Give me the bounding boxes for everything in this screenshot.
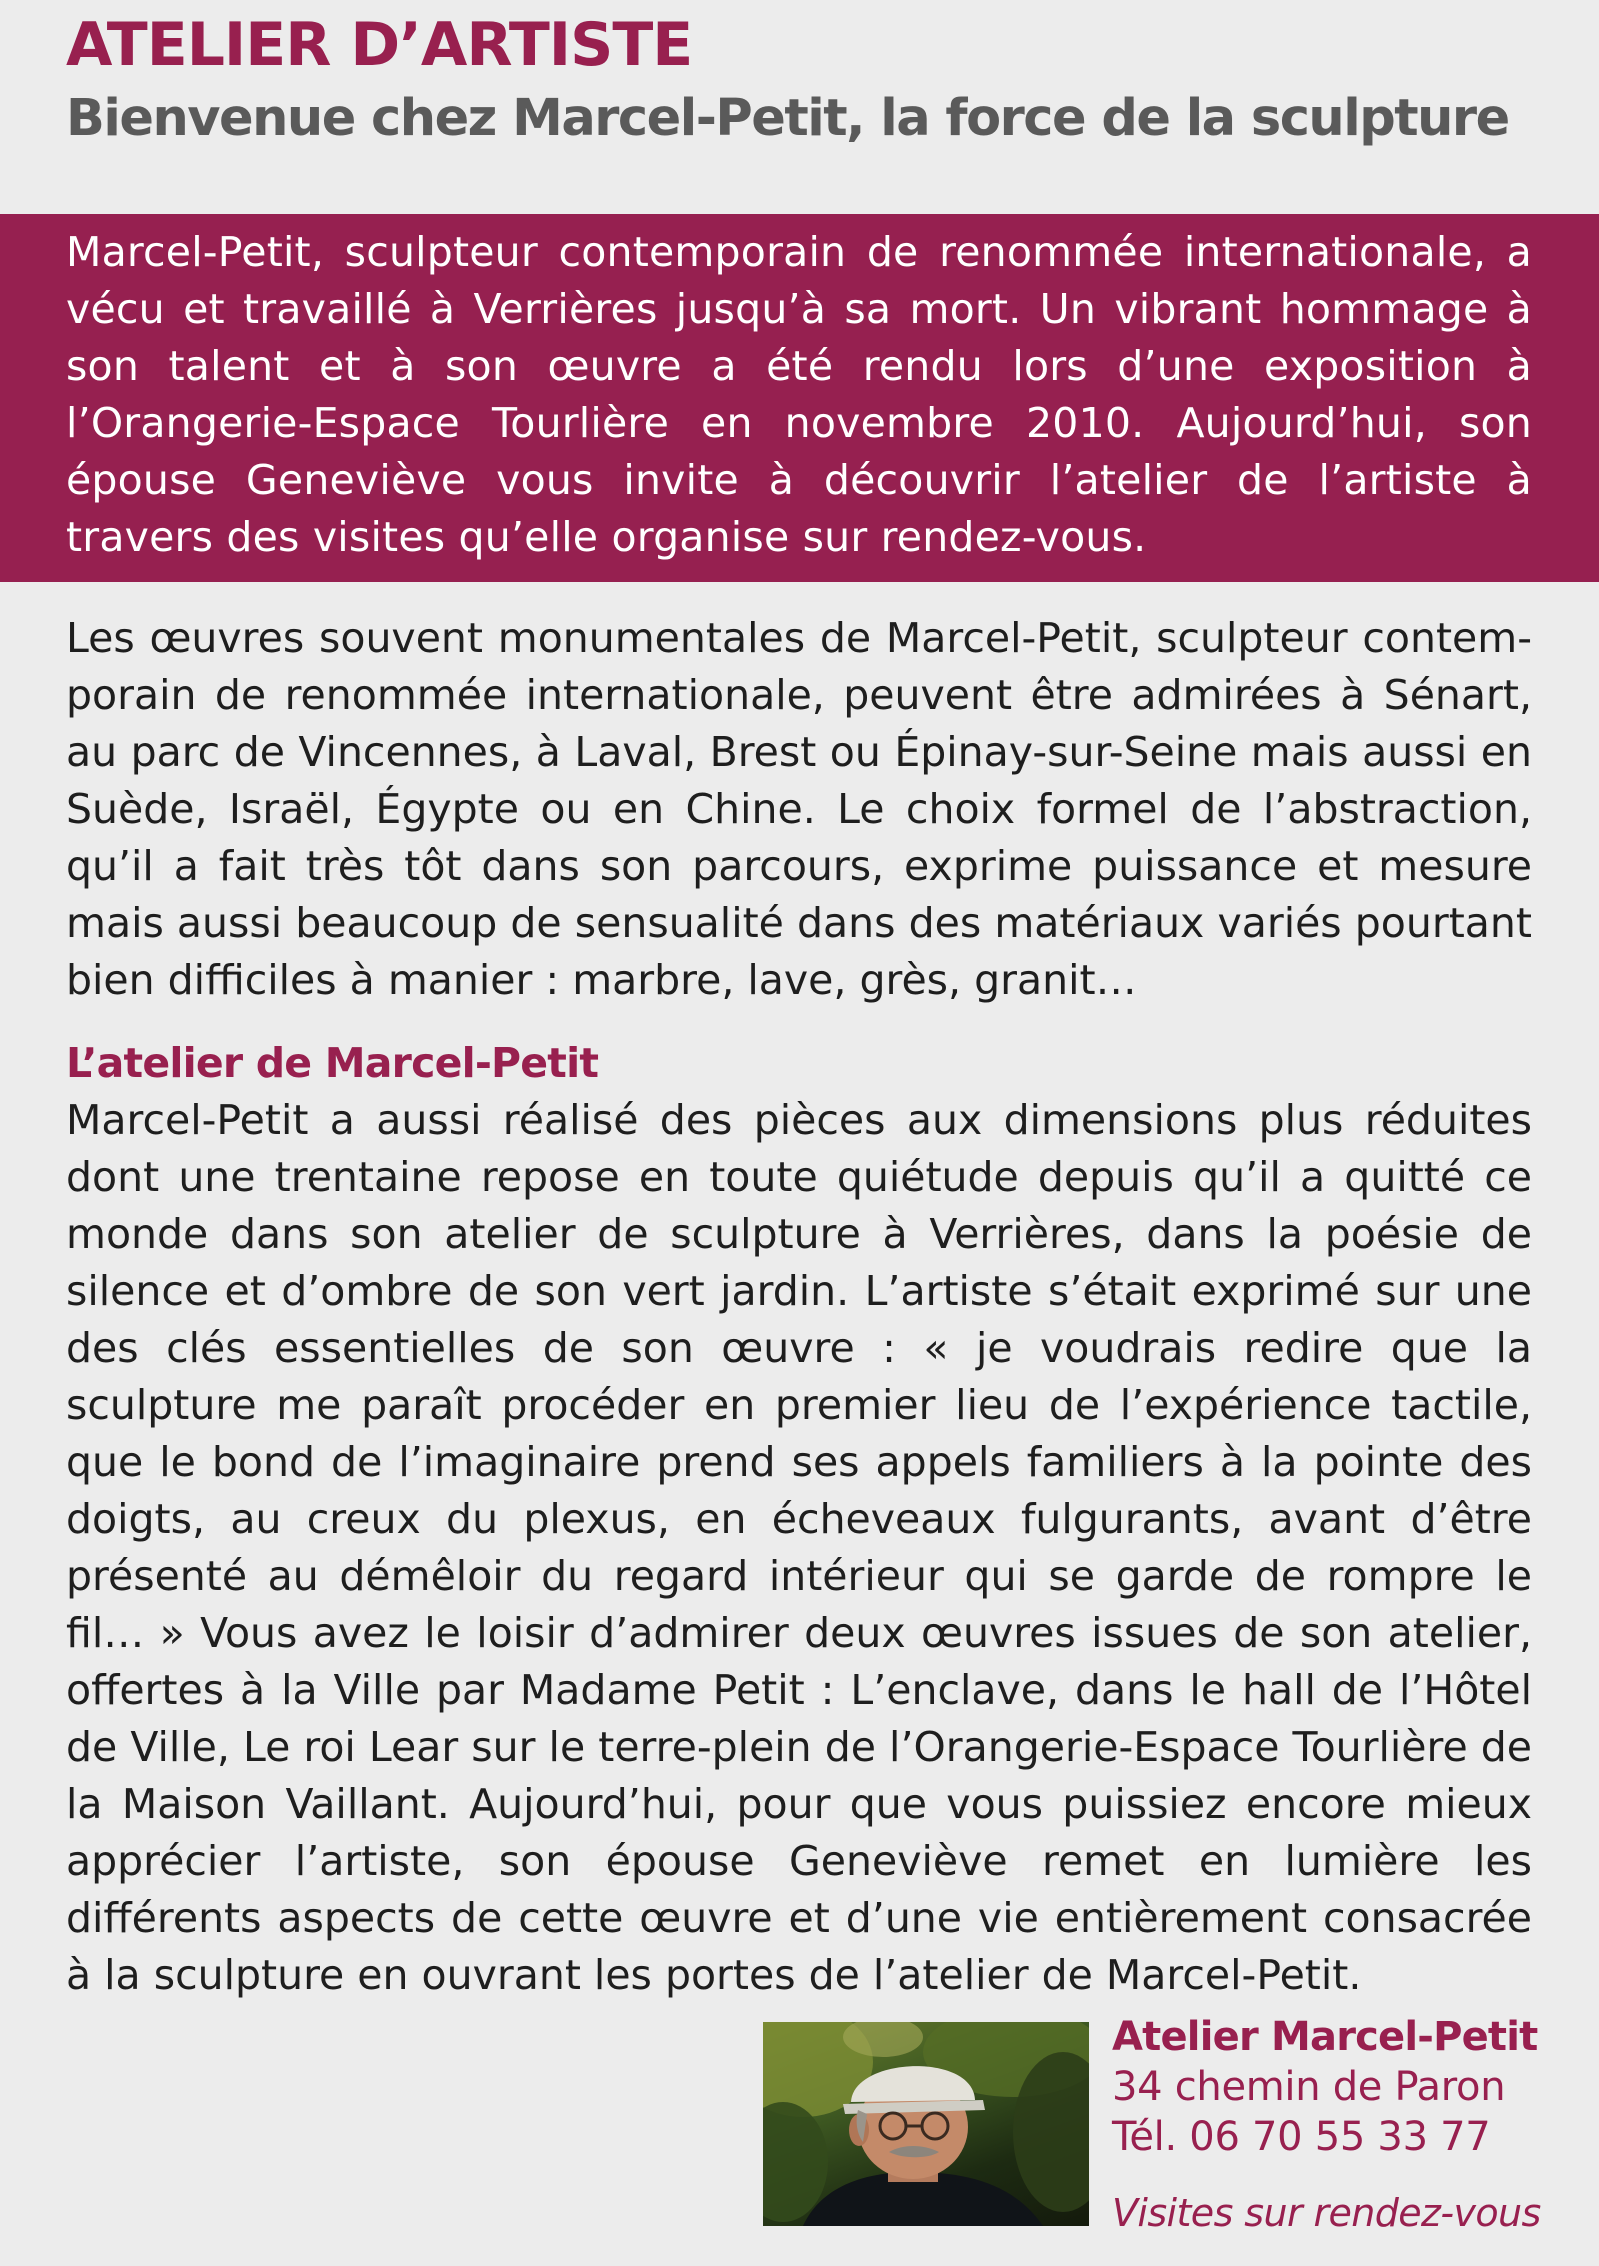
article-paragraph-1: Les œuvres souvent monumentales de Marcel-Petit, sculpteur contemporain de renommée internationale, peuvent être admirées à Sénart, au parc de Vincennes, à Laval, Brest ou Épinay-sur-Seine mais aussi en Suède, Israël, Égypte ou en Chine. Le choix formel de l’abstraction, qu’il a fait très tôt dans son parcours, exprime puissance et mesure mais aussi beaucoup de sensualité dans des matériaux variés pourtant bien difficiles à manier : marbre, lave, grès, granit… [66,614,1532,1004]
contact-visits-note: Visites sur rendez-vous [1112,2191,1541,2235]
contact-phone: Tél. 06 70 55 33 77 [1112,2114,1491,2160]
page-subtitle: Bienvenue chez Marcel-Petit, la force de la sculpture [66,89,1509,148]
artist-portrait-photo [763,2022,1089,2226]
article-paragraph-2: Marcel-Petit a aussi réalisé des pièces aux dimensions plus réduites dont une trentaine repose en toute quiétude depuis qu’il a quitté ce monde dans son atelier de sculpture à Verrières, dans la poésie de silence et d’ombre de son vert jardin. L’artiste s’était exprimé sur une des clés essentielles de son œuvre : « je voudrais redire que la sculpture me paraît procéder en premier lieu de l’expérience tactile, que le bond de l’imaginaire prend ses appels familiers à la pointe des doigts, au creux du plexus, en écheveaux fulgurants, avant d’être présenté au démêloir du regard intérieur qui se garde de rompre le fil… » Vous avez le loisir d’admirer deux œuvres issues de son atelier, offertes à la Ville par Madame Petit : L’enclave, dans le hall de l’Hôtel de Ville, Le roi Lear sur le terre-plein de l’Orangerie-Espace Tourlière de la Maison Vaillant. Aujourd’hui, pour que vous puissiez encore mieux apprécier l’artiste, son épouse Geneviève remet en lumière les différents aspects de cette œuvre et d’une vie entièrement consacrée à la sculpture en ouvrant les portes de l’atelier de Marcel-Petit. [66,1096,1532,1999]
contact-name: Atelier Marcel-Petit [1112,2014,1538,2060]
intro-paragraph: Marcel-Petit, sculpteur contemporain de renommée internationale, a vécu et travaillé à Verrières jusqu’à sa mort. Un vibrant hommage à son talent et à son œuvre a été rendu lors d’une exposition à l’Orangerie-Espace Tourlière en novembre 2010. Aujourd’hui, son épouse Geneviève vous invite à découvrir l’atelier de l’artiste à travers des visites qu’elle organise sur rendez-vous. [66,228,1532,561]
contact-address: 34 chemin de Paron [1112,2064,1506,2110]
section-heading: L’atelier de Marcel-Petit [66,1039,599,1087]
intro-band [0,214,1599,582]
contact-block [1112,2012,1592,2238]
page-title: ATELIER D’ARTISTE [66,10,693,80]
